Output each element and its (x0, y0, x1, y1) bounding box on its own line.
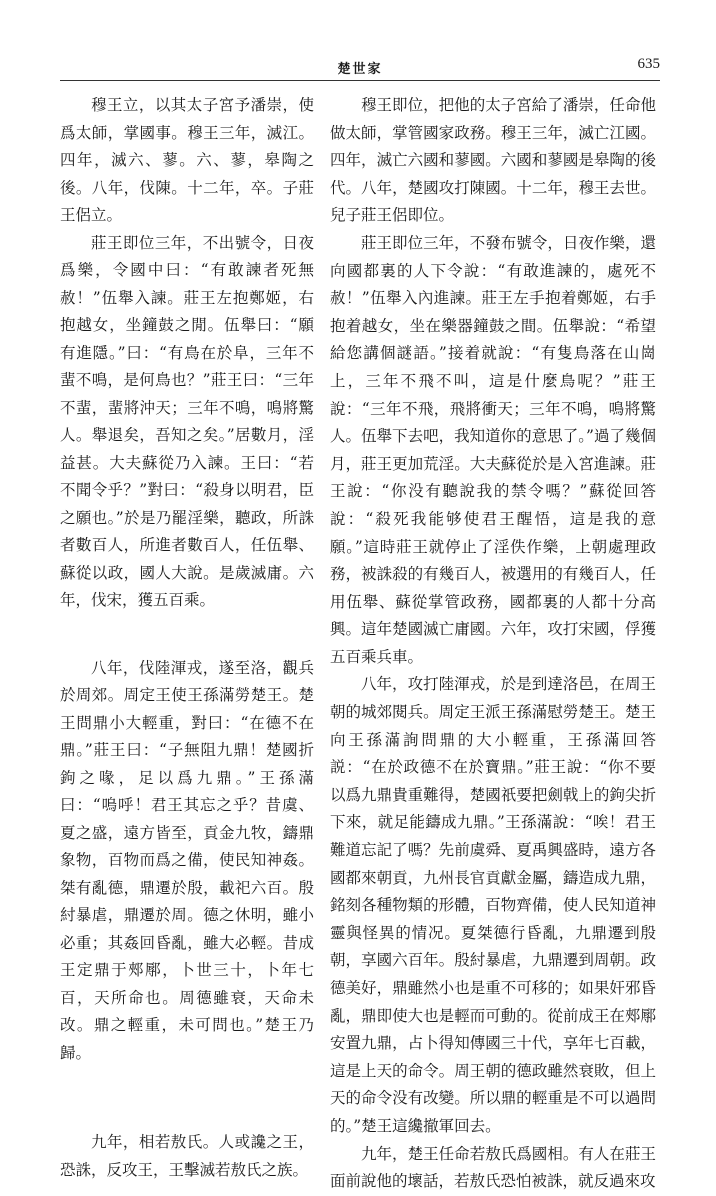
classical-paragraph: 穆王立，以其太子宮予潘崇，使爲太師，掌國事。穆王三年，滅江。四年，滅六、蓼。六、蓼，皋陶之後。八年，伐陳。十二年，卒。子莊王侶立。 (60, 96, 314, 224)
paragraph-gap (60, 1067, 314, 1129)
translation-paragraph: 九年，楚王任命若敖氏爲國相。有人在莊王面前說他的壞話，若敖氏恐怕被誅，就反過來攻 (330, 1144, 656, 1191)
modern-translation-column (330, 92, 656, 1191)
running-title: 楚世家 (337, 62, 383, 77)
translation-paragraph: 莊王即位三年，不發布號令，日夜作樂，還向國都裏的人下令說：“有敢進諫的，處死不赦！”伍舉入內進諫。莊王左手抱着鄭姬，右手抱着越女，坐在樂器鐘鼓之間。伍舉說：“希望給您講個謎語。”接着就說：“有隻鳥落在山崗上，三年不飛不叫，這是什麼鳥呢？”莊王說：“三年不飛，飛將衝天；三年不鳴，鳴將驚人。伍舉下去吧，我知道你的意思了。”過了幾個月，莊王更加荒淫。大夫蘇從於是入宮進諫。莊王說：“你没有聽說我的禁令嗎？”蘇從回答說：“殺死我能够使君王醒悟，這是我的意願。”這時莊王就停止了淫佚作樂，上朝處理政務，被誅殺的有幾百人，被選用的有幾百人，任用伍舉、蘇從掌管政務，國都裏的人都十分高興。這年楚國滅亡庸國。六年，攻打宋國，俘獲五百乘兵車。 (330, 233, 656, 666)
classical-paragraph: 八年，伐陸渾戎，遂至洛，觀兵於周郊。周定王使王孫滿勞楚王。楚王問鼎小大輕重，對曰：“在德不在鼎。”莊王曰：“子無阻九鼎！楚國折鉤之喙，足以爲九鼎。”王孫滿曰：“嗚呼！君王其忘之乎？昔虞、夏之盛，遠方皆至，貢金九牧，鑄鼎象物，百物而爲之備，使民知神姦。桀有亂德，鼎遷於殷，載祀六百。殷紂暴虐，鼎遷於周。德之休明，雖小必重；其姦回昏亂，雖大必輕。昔成王定鼎于郟鄏，卜世三十，卜年七百，天所命也。周德雖衰，天命未改。鼎之輕重，未可問也。”楚王乃歸。 (60, 658, 314, 1062)
header-rule (60, 80, 660, 81)
paragraph-gap (60, 615, 314, 655)
page-header (60, 56, 660, 78)
page-number: 635 (637, 56, 660, 72)
classical-paragraph: 莊王即位三年，不出號令，日夜爲樂，令國中曰：“有敢諫者死無赦！”伍舉入諫。莊王左抱鄭姬，右抱越女，坐鐘鼓之閒。伍舉曰：“願有進隱。”曰：“有鳥在於阜，三年不蜚不鳴，是何鳥也？”莊王曰：“三年不蜚，蜚將沖天；三年不鳴，鳴將驚人。舉退矣，吾知之矣。”居數月，淫益甚。大夫蘇從乃入諫。王曰：“若不聞令乎？”對曰：“殺身以明君，臣之願也。”於是乃罷淫樂，聽政，所誅者數百人，所進者數百人，任伍舉、蘇從以政，國人大說。是歲滅庸。六年，伐宋，獲五百乘。 (60, 233, 314, 609)
classical-text-column (60, 92, 314, 1179)
translation-paragraph: 八年，攻打陸渾戎，於是到達洛邑，在周王朝的城郊閱兵。周定王派王孫滿慰勞楚王。楚王向王孫滿詢問鼎的大小輕重，王孫滿回答説：“在於政德不在於寶鼎。”莊王說：“你不要以爲九鼎貴重難得，楚國祇要把劍戟上的鉤尖折下來，就足能鑄成九鼎。”王孫滿說：“唉！君王難道忘記了嗎？先前虞舜、夏禹興盛時，遠方各國都來朝貢，九州長官貢獻金屬，鑄造成九鼎，銘刻各種物類的形體，百物齊備，使人民知道神靈與怪異的情况。夏桀德行昏亂，九鼎遷到殷朝，享國六百年。殷紂暴虐，九鼎遷到周朝。政德美好，鼎雖然小也是重不可移的；如果奸邪昏亂，鼎即使大也是輕而可動的。從前成王在郟鄏安置九鼎，占卜得知傳國三十代，享年七百載，這是上天的命令。周王朝的德政雖然衰敗，但上天的命令没有改變。所以鼎的輕重是不可以過問的。”楚王這纔撤軍回去。 (330, 675, 656, 1135)
translation-paragraph: 穆王即位，把他的太子宮給了潘崇，任命他做太師，掌管國家政務。穆王三年，滅亡江國。四年，滅亡六國和蓼國。六國和蓼國是皋陶的後代。八年，楚國攻打陳國。十二年，穆王去世。兒子莊王侶即位。 (330, 96, 656, 225)
classical-paragraph: 九年，相若敖氏。人或讒之王，恐誅，反攻王，王擊滅若敖氏之族。 (60, 1133, 314, 1179)
